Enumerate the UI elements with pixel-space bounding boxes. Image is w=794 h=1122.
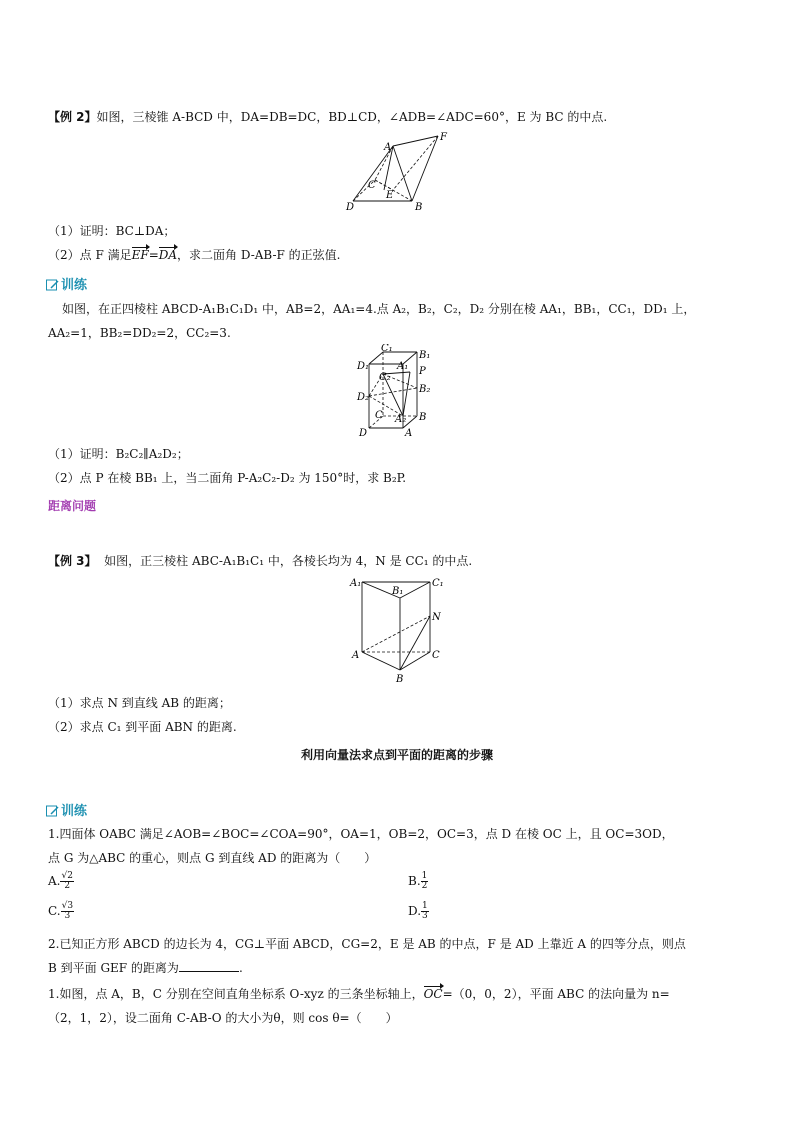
ex2-label: 【例 2】 [48, 110, 97, 124]
option-c-key: C. [48, 904, 61, 918]
train2-p2-line2-post: . [238, 961, 243, 975]
option-c[interactable] [48, 902, 74, 921]
option-d-key: D. [408, 904, 422, 918]
train1-line2: AA₂=1，BB₂=DD₂=2，CC₂=3. [48, 326, 231, 340]
ex2-q2-post: ，求二面角 D-AB-F 的正弦值. [177, 248, 341, 262]
ex2-q2 [48, 246, 340, 263]
train2-p2-line2-pre: B 到平面 GEF 的距离为 [48, 961, 179, 975]
ex3-label-B: B [396, 674, 404, 685]
train1-label-B: B [419, 412, 427, 423]
pencil-note-icon [46, 279, 59, 291]
train1-label-B2: B₂ [419, 384, 431, 395]
pencil-note-icon [46, 805, 59, 817]
train1-label-D: D [359, 428, 368, 438]
train2-p1-line2: 点 G 为△ABC 的重心，则点 G 到直线 AD 的距离为（ ） [48, 851, 377, 865]
option-d-num: 1 [422, 901, 428, 911]
ex2-label-C: C [368, 180, 376, 191]
option-c-den: 3 [64, 911, 71, 921]
train1-label-D1: D₁ [357, 361, 370, 372]
train2-p1-line1: 1.四面体 OABC 满足∠AOB=∠BOC=∠COA=90°，OA=1，OB=2，OC=3，点 D 在棱 OC 上，且 OC=3OD， [48, 827, 674, 841]
ex3-q1: （1）求点 N 到直线 AB 的距离； [48, 696, 231, 710]
option-b-key: B. [408, 874, 421, 888]
ex3-q2: （2）求点 C₁ 到平面 ABN 的距离. [48, 720, 237, 734]
train1-label-C: C [375, 410, 383, 421]
ex3-statement [48, 552, 472, 569]
ex2-q2-pre: （2）点 F 满足 [48, 248, 132, 262]
ex2-vector-ef: EF [131, 248, 149, 262]
ex3-label: 【例 3】 [48, 554, 97, 568]
ex3-label-C1: C₁ [432, 578, 444, 589]
train1-heading [46, 274, 87, 293]
ex2-label-E: E [386, 190, 394, 201]
train1-label-D2: D₂ [357, 392, 370, 403]
option-b[interactable] [408, 872, 428, 891]
ex2-label-B: B [415, 202, 423, 213]
train2-p3-line1-post: =（0，0，2），平面 ABC 的法向量为 n= [442, 987, 670, 1001]
answer-blank[interactable] [179, 959, 239, 972]
ex3-label-A: A [352, 650, 360, 661]
steps-title: 利用向量法求点到平面的距离的步骤 [300, 748, 493, 762]
section-title-distance: 距离问题 [48, 499, 97, 513]
option-b-fraction [421, 872, 429, 891]
ex2-vector-da: DA [158, 248, 178, 262]
train2-p2-line1: 2.已知正方形 ABCD 的边长为 4，CG⊥平面 ABCD，CG=2，E 是 AB 的中点，F 是 AD 上靠近 A 的四等分点，则点 [48, 937, 686, 951]
train2-p3-line1-pre: 1.如图，点 A，B，C 分别在空间直角坐标系 O-xyz 的三条坐标轴上， [48, 987, 424, 1001]
train1-label-C1: C₁ [381, 344, 393, 354]
ex3-label-A1: A₁ [350, 578, 362, 589]
train2-p3-line2: （2，1，2），设二面角 C-AB-O 的大小为θ，则 cos θ=（ ） [48, 1011, 398, 1025]
ex2-q2-eq: = [148, 248, 159, 262]
train1-q1: （1）证明：B₂C₂∥A₂D₂； [48, 447, 189, 461]
option-c-num: √3 [61, 901, 74, 911]
option-a-num: √2 [61, 871, 73, 881]
train1-line1: 如图，在正四棱柱 ABCD-A₁B₁C₁D₁ 中，AB=2，AA₁=4.点 A₂，B₂，C₂，D₂ 分别在棱 AA₁，BB₁，CC₁，DD₁ 上， [62, 302, 696, 316]
ex2-text: 如图，三棱锥 A-BCD 中，DA=DB=DC，BD⊥CD，∠ADB=∠ADC=60°，E 为 BC 的中点. [96, 110, 608, 124]
ex2-statement [48, 108, 607, 125]
train1-label-C2: C₂ [379, 372, 391, 383]
ex2-label-F: F [440, 132, 447, 143]
option-a-den: 2 [64, 881, 71, 891]
option-a-fraction [60, 872, 73, 891]
train2-label: 训练 [61, 804, 88, 819]
ex3-text: 如图，正三棱柱 ABC-A₁B₁C₁ 中，各棱长均为 4，N 是 CC₁ 的中点. [104, 554, 473, 568]
train2-heading [46, 800, 87, 819]
option-c-fraction [61, 902, 74, 921]
option-a-key: A. [48, 874, 61, 888]
train1-label-A1: A₁ [397, 361, 409, 372]
option-a[interactable] [48, 872, 74, 891]
train1-q2: （2）点 P 在棱 BB₁ 上，当二面角 P-A₂C₂-D₂ 为 150°时，求 B₂P. [48, 471, 407, 485]
train1-label: 训练 [61, 278, 88, 293]
ex3-label-N: N [432, 612, 441, 623]
train2-p3-line1 [48, 985, 670, 1002]
vector-oc: OC [423, 987, 443, 1001]
train1-label-P: P [419, 366, 426, 377]
train2-p2-line2 [48, 959, 243, 976]
option-d-den: 3 [422, 911, 428, 921]
option-b-num: 1 [421, 871, 428, 881]
option-d-fraction [421, 902, 429, 921]
train1-label-B1: B₁ [419, 350, 431, 361]
ex2-label-A: A [384, 142, 392, 153]
ex3-label-B1: B₁ [392, 586, 404, 597]
ex2-label-D: D [346, 202, 355, 213]
ex3-figure [348, 574, 448, 686]
train1-label-A2: A₂ [395, 414, 407, 425]
option-d[interactable] [408, 902, 429, 921]
ex3-label-C: C [432, 650, 440, 661]
ex2-q1: （1）证明：BC⊥DA； [48, 224, 176, 238]
option-b-den: 2 [421, 881, 428, 891]
ex2-figure [345, 128, 455, 214]
train1-figure [355, 344, 445, 438]
train1-label-A: A [405, 428, 413, 438]
